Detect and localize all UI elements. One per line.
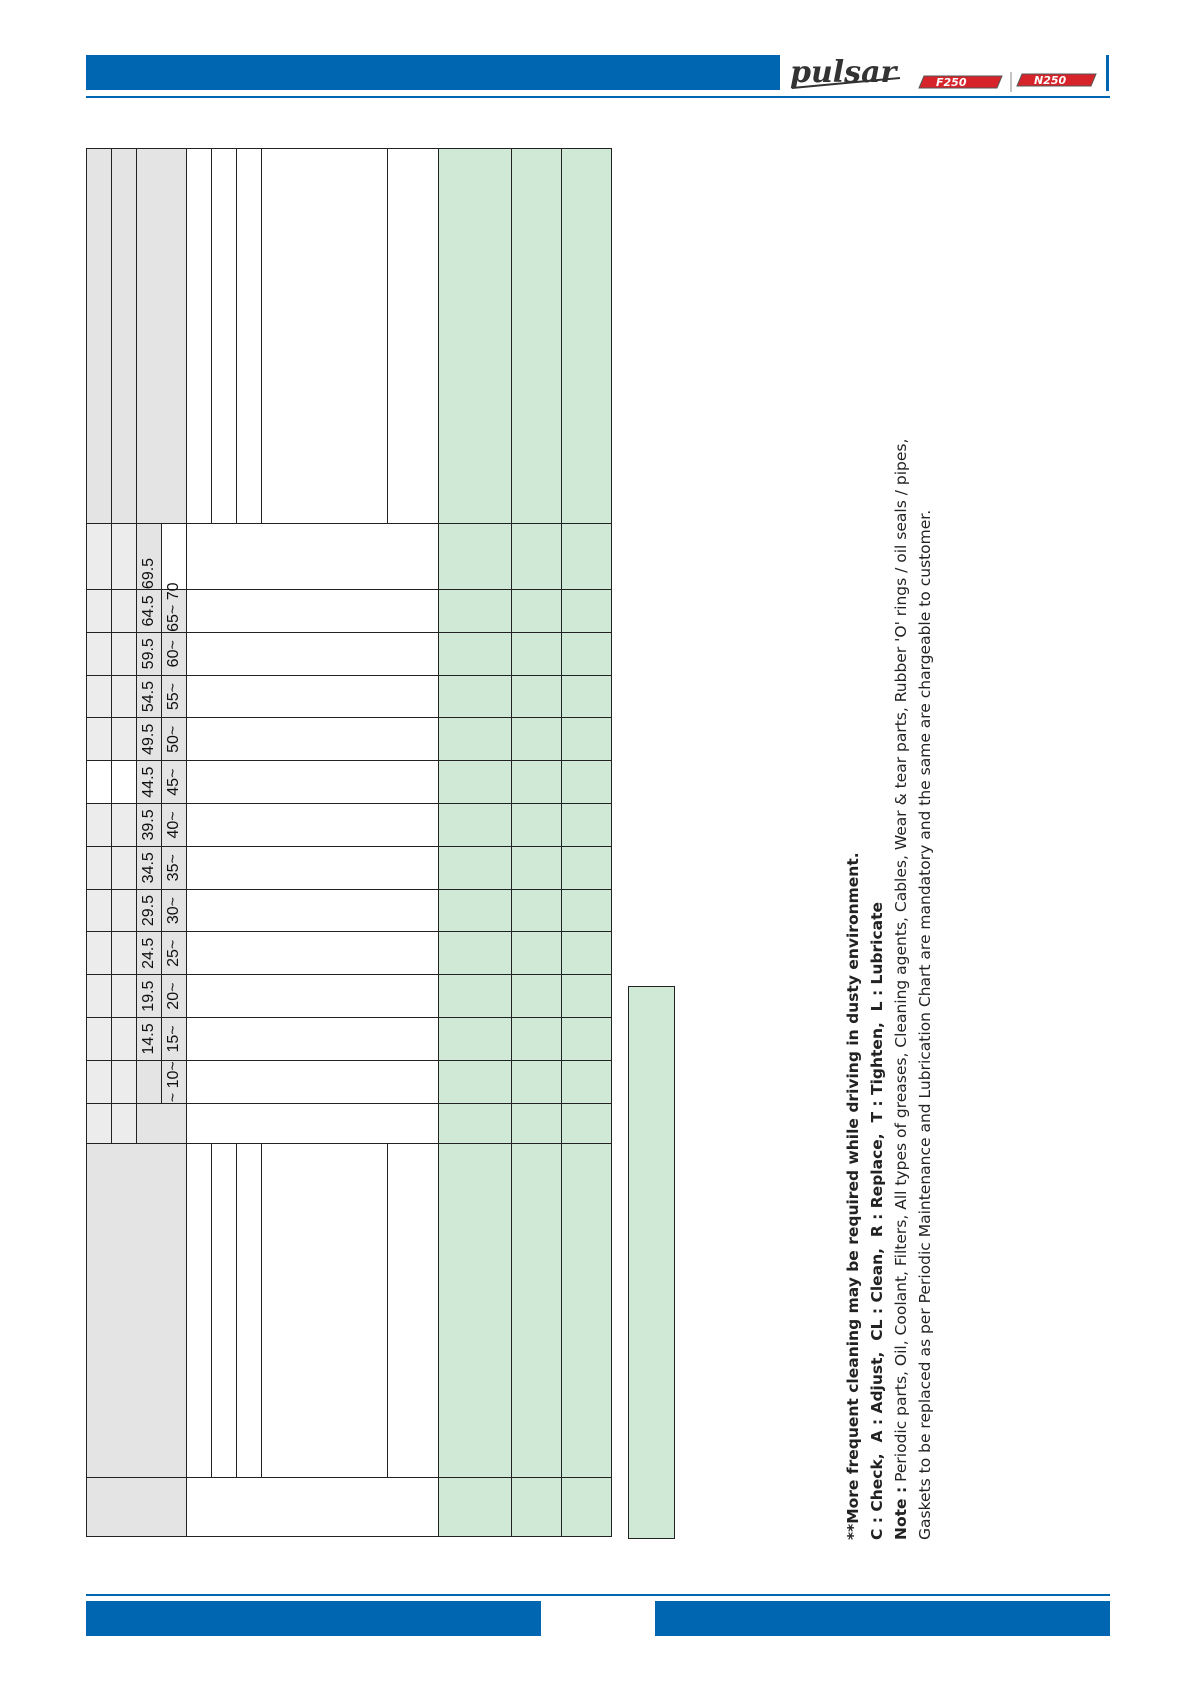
km-high: 60~ [161,632,186,675]
km-low: 14.5 [137,1018,161,1061]
km-low: 49.5 [137,718,161,761]
header-band [86,55,780,90]
km-low: 69.5 [137,523,161,589]
km-high: 15~ [161,1018,186,1061]
km-high: 55~ [161,675,186,718]
notes-block [841,415,937,1540]
km-low: 34.5 [137,846,161,889]
km-high: ~ 10~ [161,1060,186,1103]
km-low: 19.5 [137,975,161,1018]
item-header [87,1144,187,1478]
table-row [561,149,612,1537]
note-text: Periodic parts, Oil, Coolant, Filters, All types of greases, Cleaning agents, Cables, Wear & tear parts, Rubber 'O' rings / oil seals / pipes, Gaskets to be replaced as per Periodic Maintenance and Lubrication Chart are mandatory and the same are chargeable to customer. [892,438,934,1540]
legend-box [628,986,675,1539]
dusty-environment-note: **More frequent cleaning may be required while driving in dusty environment. [844,852,862,1540]
table-row [512,149,561,1537]
km-high: 40~ [161,804,186,847]
chargeable-note [889,415,937,1540]
km-high: 50~ [161,718,186,761]
km-low: 44.5 [137,761,161,804]
n250-badge [1017,74,1096,87]
logo-wordmark: pulsar [790,55,897,90]
km-low: 39.5 [137,804,161,847]
km-low: 59.5 [137,632,161,675]
km-high: 35~ [161,846,186,889]
km-high: 30~ [161,889,186,932]
legend-abbreviations: C : Check, A : Adjust, CL : Clean, R : Replace, T : Tighten, L : Lubricate [868,901,886,1540]
km-high: 65~ 70 [161,590,186,633]
maintenance-chart-table [86,148,612,1537]
km-low: 64.5 [137,590,161,633]
f250-badge [919,76,1002,89]
footer-band-right [655,1601,1110,1636]
svg-text:F250: F250 [936,76,967,89]
footer-band-left [86,1601,541,1636]
pulsar-logo [790,52,1110,98]
table-row [87,149,112,1537]
svg-text:N250: N250 [1034,74,1067,87]
km-high: 25~ [161,932,186,975]
km-high: 20~ [161,975,186,1018]
km-low: 29.5 [137,889,161,932]
km-low: 24.5 [137,932,161,975]
km-low: 54.5 [137,675,161,718]
table-row [438,149,512,1537]
footer-rule [86,1594,1110,1596]
note-label: Note : [892,1486,910,1540]
table-row [186,149,211,1537]
km-high: 45~ [161,761,186,804]
sr-no-header [87,1478,187,1537]
